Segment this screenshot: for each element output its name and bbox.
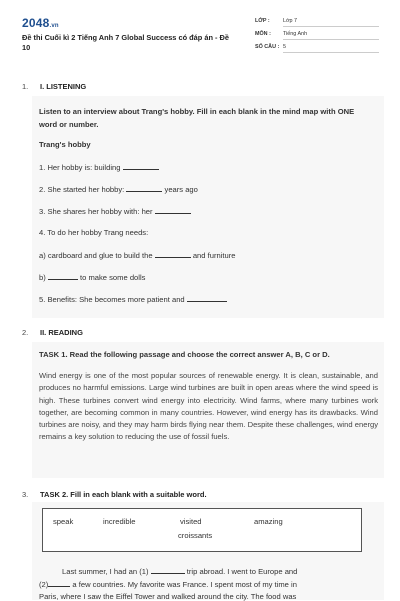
meta-subject: MÔN : Tiếng Anh [255,31,379,37]
word-option: croissants [178,531,213,540]
question-5: 5. Benefits: She becomes more patient and [39,294,227,304]
question-2: 2. She started her hobby: years ago [39,185,198,194]
section-number: 2. [22,328,29,337]
answer-blank[interactable] [48,272,78,280]
word-option: speak [53,517,74,526]
question-4b: b) to make some dolls [39,273,146,282]
meta-question-count: SỐ CÂU : 5 [255,44,379,50]
word-option: visited [180,517,202,526]
page-header [0,0,400,68]
reading-passage: Wind energy is one of the most popular sources of renewable energy. It is clean, sustainable, and produces no harmful emissions. Large wind turbines are built in open areas where the wind speed is high. These turbines convert wind energy into electricity. Wind farms, where many turbines work together, are becoming common in many countries. However, wind energy has its drawbacks. Wind turbines are noisy, and they may harm birds flying near them. Despite these challenges, wind energy remains a key solution to reducing the use of fossil fuels. [39,371,378,442]
document-title: Đề thi Cuối kì 2 Tiếng Anh 7 Global Success có đáp án - Đề 10 [22,33,229,52]
word-bank [42,508,362,552]
answer-blank[interactable] [155,250,191,258]
question-1: 1. Her hobby is: building [39,162,159,172]
meta-class: LỚP : Lớp 7 [255,18,379,24]
site-logo[interactable]: 2048.vn [22,16,59,30]
section-title-task2: TASK 2. Fill in each blank with a suitable word. [40,490,207,499]
task1-instruction: TASK 1. Read the following passage and choose the correct answer A, B, C or D. [39,350,330,359]
task2-line-1: Last summer, I had an (1) trip abroad. I went to Europe and [62,567,298,576]
listening-instruction: Listen to an interview about Trang's hobby. Fill in each blank in the mind map with ONE word or number. [39,107,355,129]
section-number: 3. [22,490,29,499]
word-option: amazing [254,517,283,526]
question-4a: a) cardboard and glue to build the and furniture [39,251,236,260]
section-title-reading: II. READING [40,328,83,337]
answer-blank[interactable] [123,162,159,170]
question-3: 3. She shares her hobby with: her [39,206,191,216]
listening-subtitle: Trang's hobby [39,140,91,149]
answer-blank[interactable] [187,294,227,302]
question-4: 4. To do her hobby Trang needs: [39,228,149,237]
task2-line-3: Paris, where I saw the Eiffel Tower and walked around the city. The food was [39,592,297,601]
word-option: incredible [103,517,136,526]
section-number: 1. [22,82,29,91]
task2-line-2: (2) a few countries. My favorite was France. I spent most of my time in [39,580,297,589]
answer-blank[interactable] [151,566,185,574]
answer-blank[interactable] [48,579,70,587]
answer-blank[interactable] [155,206,191,214]
section-title-listening: I. LISTENING [40,82,87,91]
answer-blank[interactable] [126,184,162,192]
